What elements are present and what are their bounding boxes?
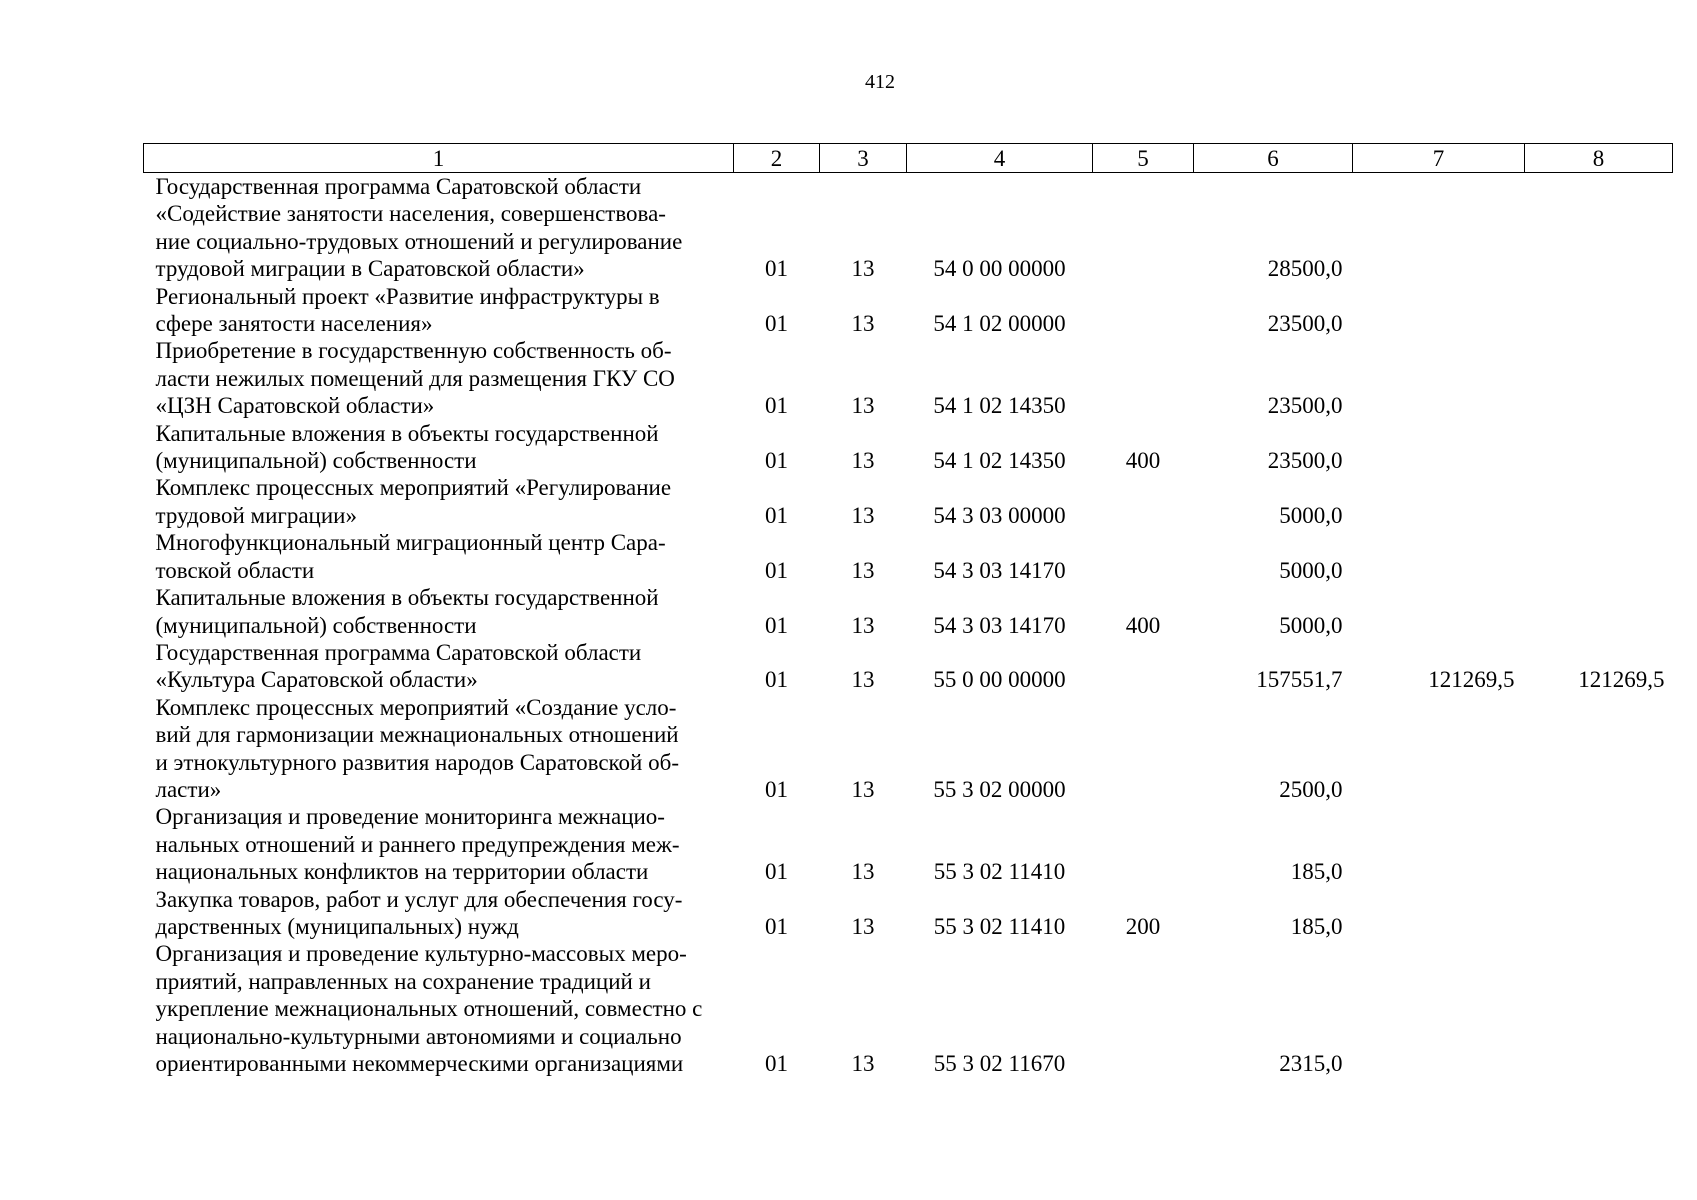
target-article-cell: 54 3 03 14170 bbox=[933, 612, 1066, 638]
expense-type-cell bbox=[1093, 940, 1194, 1077]
subsection-code-cell: 13 bbox=[851, 393, 875, 419]
amount-3-cell bbox=[1525, 803, 1673, 885]
subsection-code-cell: 13 bbox=[851, 502, 875, 528]
amount-3-cell bbox=[1525, 529, 1673, 584]
column-header-5: 5 bbox=[1093, 144, 1194, 173]
expense-type-cell: 200 bbox=[1125, 913, 1161, 939]
item-name-cell bbox=[144, 173, 734, 283]
amount-2-cell bbox=[1353, 283, 1525, 338]
column-header-8: 8 bbox=[1525, 144, 1673, 173]
item-name-line: Многофункциональный миграционный центр Сара- bbox=[155, 530, 666, 556]
item-name-line: «Культура Саратовской области» bbox=[155, 667, 478, 693]
amount-3-cell bbox=[1525, 694, 1673, 804]
item-name-cell bbox=[144, 584, 734, 639]
page-number: 412 bbox=[865, 71, 895, 93]
item-name-line: приятий, направленных на сохранение традиций и bbox=[155, 968, 651, 994]
target-article-cell: 55 3 02 11410 bbox=[933, 913, 1066, 939]
subsection-code-cell: 13 bbox=[851, 311, 875, 337]
item-name-line: (муниципальной) собственности bbox=[155, 448, 477, 474]
section-code-cell: 01 bbox=[765, 612, 788, 638]
item-name-cell bbox=[144, 639, 734, 694]
budget-sheet bbox=[143, 143, 1673, 1077]
amount-2-cell bbox=[1353, 694, 1525, 804]
item-name-line: вий для гармонизации межнациональных отношений bbox=[155, 722, 679, 748]
amount-1-cell: 23500,0 bbox=[1267, 393, 1343, 419]
section-code-cell: 01 bbox=[765, 256, 788, 282]
amount-1-cell: 157551,7 bbox=[1256, 667, 1343, 693]
section-code-cell: 01 bbox=[765, 913, 788, 939]
item-name-line: Приобретение в государственную собственность об- bbox=[155, 338, 672, 364]
item-name-cell bbox=[144, 694, 734, 804]
item-name-line: (муниципальной) собственности bbox=[155, 612, 477, 638]
amount-1-cell: 5000,0 bbox=[1279, 557, 1343, 583]
item-name-line: Государственная программа Саратовской области bbox=[155, 639, 642, 665]
column-header-1: 1 bbox=[144, 144, 734, 173]
item-name-line: Комплекс процессных мероприятий «Регулирование bbox=[155, 475, 672, 501]
column-header-7: 7 bbox=[1353, 144, 1525, 173]
section-code-cell: 01 bbox=[765, 667, 788, 693]
item-name-line: национально-культурными автономиями и социально bbox=[155, 1023, 682, 1049]
amount-3-cell bbox=[1525, 474, 1673, 529]
amount-1-cell: 23500,0 bbox=[1267, 448, 1343, 474]
item-name-line: товской области bbox=[155, 557, 315, 583]
table-row bbox=[144, 940, 1673, 1077]
item-name-cell bbox=[144, 283, 734, 338]
item-name-cell bbox=[144, 337, 734, 419]
amount-3-cell bbox=[1525, 420, 1673, 475]
amount-3-cell bbox=[1525, 283, 1673, 338]
item-name-line: сфере занятости населения» bbox=[155, 311, 433, 337]
amount-1-cell: 28500,0 bbox=[1267, 256, 1343, 282]
section-code-cell: 01 bbox=[765, 502, 788, 528]
target-article-cell: 55 3 02 11410 bbox=[933, 859, 1066, 885]
item-name-line: Организация и проведение мониторинга межнацио- bbox=[155, 804, 665, 830]
amount-2-cell bbox=[1353, 337, 1525, 419]
item-name-line: ласти нежилых помещений для размещения ГКУ СО bbox=[155, 365, 675, 391]
table-row bbox=[144, 474, 1673, 529]
amount-2-cell bbox=[1353, 940, 1525, 1077]
item-name-line: трудовой миграции в Саратовской области» bbox=[155, 256, 585, 282]
subsection-code-cell: 13 bbox=[851, 448, 875, 474]
table-row bbox=[144, 529, 1673, 584]
target-article-cell: 54 1 02 14350 bbox=[933, 393, 1066, 419]
header-row bbox=[144, 144, 1673, 173]
item-name-cell bbox=[144, 886, 734, 941]
amount-1-cell: 5000,0 bbox=[1279, 612, 1343, 638]
table-row bbox=[144, 639, 1673, 694]
subsection-code-cell: 13 bbox=[851, 859, 875, 885]
subsection-code-cell: 13 bbox=[851, 612, 875, 638]
expense-type-cell bbox=[1093, 173, 1194, 283]
amount-1-cell: 5000,0 bbox=[1279, 502, 1343, 528]
amount-2-cell bbox=[1353, 420, 1525, 475]
item-name-line: «Содействие занятости населения, совершенствова- bbox=[155, 201, 666, 227]
amount-3-cell bbox=[1525, 940, 1673, 1077]
table-header bbox=[144, 144, 1673, 173]
section-code-cell: 01 bbox=[765, 1051, 788, 1076]
section-code-cell: 01 bbox=[765, 448, 788, 474]
expense-type-cell bbox=[1093, 803, 1194, 885]
item-name-line: и этнокультурного развития народов Саратовской об- bbox=[155, 749, 679, 775]
section-code-cell: 01 bbox=[765, 393, 788, 419]
amount-1-cell: 185,0 bbox=[1290, 859, 1343, 885]
table-row bbox=[144, 283, 1673, 338]
item-name-line: ние социально-трудовых отношений и регулирование bbox=[155, 228, 683, 254]
target-article-cell: 54 3 03 00000 bbox=[933, 502, 1066, 528]
item-name-line: ориентированными некоммерческими организациями bbox=[155, 1051, 684, 1076]
amount-2-cell bbox=[1353, 584, 1525, 639]
table-row bbox=[144, 803, 1673, 885]
subsection-code-cell: 13 bbox=[851, 667, 875, 693]
expense-type-cell bbox=[1093, 337, 1194, 419]
target-article-cell: 55 3 02 11670 bbox=[933, 1051, 1066, 1076]
column-header-3: 3 bbox=[820, 144, 907, 173]
table-row bbox=[144, 420, 1673, 475]
subsection-code-cell: 13 bbox=[851, 776, 875, 802]
amount-3-cell bbox=[1525, 886, 1673, 941]
amount-1-cell: 2315,0 bbox=[1279, 1051, 1343, 1076]
subsection-code-cell: 13 bbox=[851, 913, 875, 939]
column-header-4: 4 bbox=[907, 144, 1093, 173]
subsection-code-cell: 13 bbox=[851, 1051, 875, 1076]
table-row bbox=[144, 694, 1673, 804]
amount-1-cell: 185,0 bbox=[1290, 913, 1343, 939]
item-name-line: Организация и проведение культурно-массовых меро- bbox=[155, 941, 687, 967]
table-body bbox=[144, 173, 1673, 1078]
section-code-cell: 01 bbox=[765, 776, 788, 802]
section-code-cell: 01 bbox=[765, 557, 788, 583]
column-header-6: 6 bbox=[1194, 144, 1353, 173]
item-name-line: Закупка товаров, работ и услуг для обеспечения госу- bbox=[155, 886, 683, 912]
target-article-cell: 54 0 00 00000 bbox=[933, 256, 1066, 282]
amount-1-cell: 23500,0 bbox=[1267, 311, 1343, 337]
target-article-cell: 54 3 03 14170 bbox=[933, 557, 1066, 583]
subsection-code-cell: 13 bbox=[851, 557, 875, 583]
amount-3-cell bbox=[1525, 173, 1673, 283]
amount-1-cell: 2500,0 bbox=[1279, 776, 1343, 802]
subsection-code-cell: 13 bbox=[851, 256, 875, 282]
amount-3-cell: 121269,5 bbox=[1578, 667, 1665, 693]
item-name-line: Региональный проект «Развитие инфраструктуры в bbox=[155, 283, 660, 309]
amount-2-cell bbox=[1353, 474, 1525, 529]
table-row bbox=[144, 886, 1673, 941]
amount-2-cell bbox=[1353, 529, 1525, 584]
expense-type-cell bbox=[1093, 529, 1194, 584]
item-name-line: Капитальные вложения в объекты государственной bbox=[155, 420, 659, 446]
expense-type-cell bbox=[1093, 283, 1194, 338]
amount-2-cell bbox=[1353, 886, 1525, 941]
column-header-2: 2 bbox=[734, 144, 820, 173]
expense-type-cell bbox=[1093, 639, 1194, 694]
amount-3-cell bbox=[1525, 584, 1673, 639]
section-code-cell: 01 bbox=[765, 311, 788, 337]
item-name-cell bbox=[144, 420, 734, 475]
table-row bbox=[144, 584, 1673, 639]
amount-2-cell bbox=[1353, 173, 1525, 283]
item-name-line: национальных конфликтов на территории области bbox=[155, 859, 649, 885]
table-row bbox=[144, 337, 1673, 419]
expense-type-cell: 400 bbox=[1125, 612, 1161, 638]
table-row bbox=[144, 173, 1673, 283]
target-article-cell: 54 1 02 00000 bbox=[933, 311, 1066, 337]
amount-2-cell: 121269,5 bbox=[1428, 667, 1515, 693]
item-name-line: «ЦЗН Саратовской области» bbox=[155, 393, 435, 419]
item-name-line: Комплекс процессных мероприятий «Создание усло- bbox=[155, 694, 677, 720]
amount-3-cell bbox=[1525, 337, 1673, 419]
item-name-cell bbox=[144, 474, 734, 529]
item-name-line: ласти» bbox=[155, 776, 222, 802]
item-name-line: дарственных (муниципальных) нужд bbox=[155, 913, 519, 939]
target-article-cell: 54 1 02 14350 bbox=[933, 448, 1066, 474]
target-article-cell: 55 0 00 00000 bbox=[933, 667, 1066, 693]
amount-2-cell bbox=[1353, 803, 1525, 885]
target-article-cell: 55 3 02 00000 bbox=[933, 776, 1066, 802]
section-code-cell: 01 bbox=[765, 859, 788, 885]
item-name-line: укрепление межнациональных отношений, совместно с bbox=[155, 996, 703, 1022]
item-name-line: трудовой миграции» bbox=[155, 502, 357, 528]
item-name-cell bbox=[144, 940, 734, 1077]
item-name-line: Государственная программа Саратовской области bbox=[155, 174, 642, 199]
item-name-cell bbox=[144, 529, 734, 584]
item-name-line: нальных отношений и раннего предупреждения меж- bbox=[155, 831, 680, 857]
expense-type-cell bbox=[1093, 474, 1194, 529]
expense-type-cell: 400 bbox=[1125, 448, 1161, 474]
item-name-cell bbox=[144, 803, 734, 885]
budget-table bbox=[143, 143, 1673, 1077]
expense-type-cell bbox=[1093, 694, 1194, 804]
item-name-line: Капитальные вложения в объекты государственной bbox=[155, 585, 659, 611]
